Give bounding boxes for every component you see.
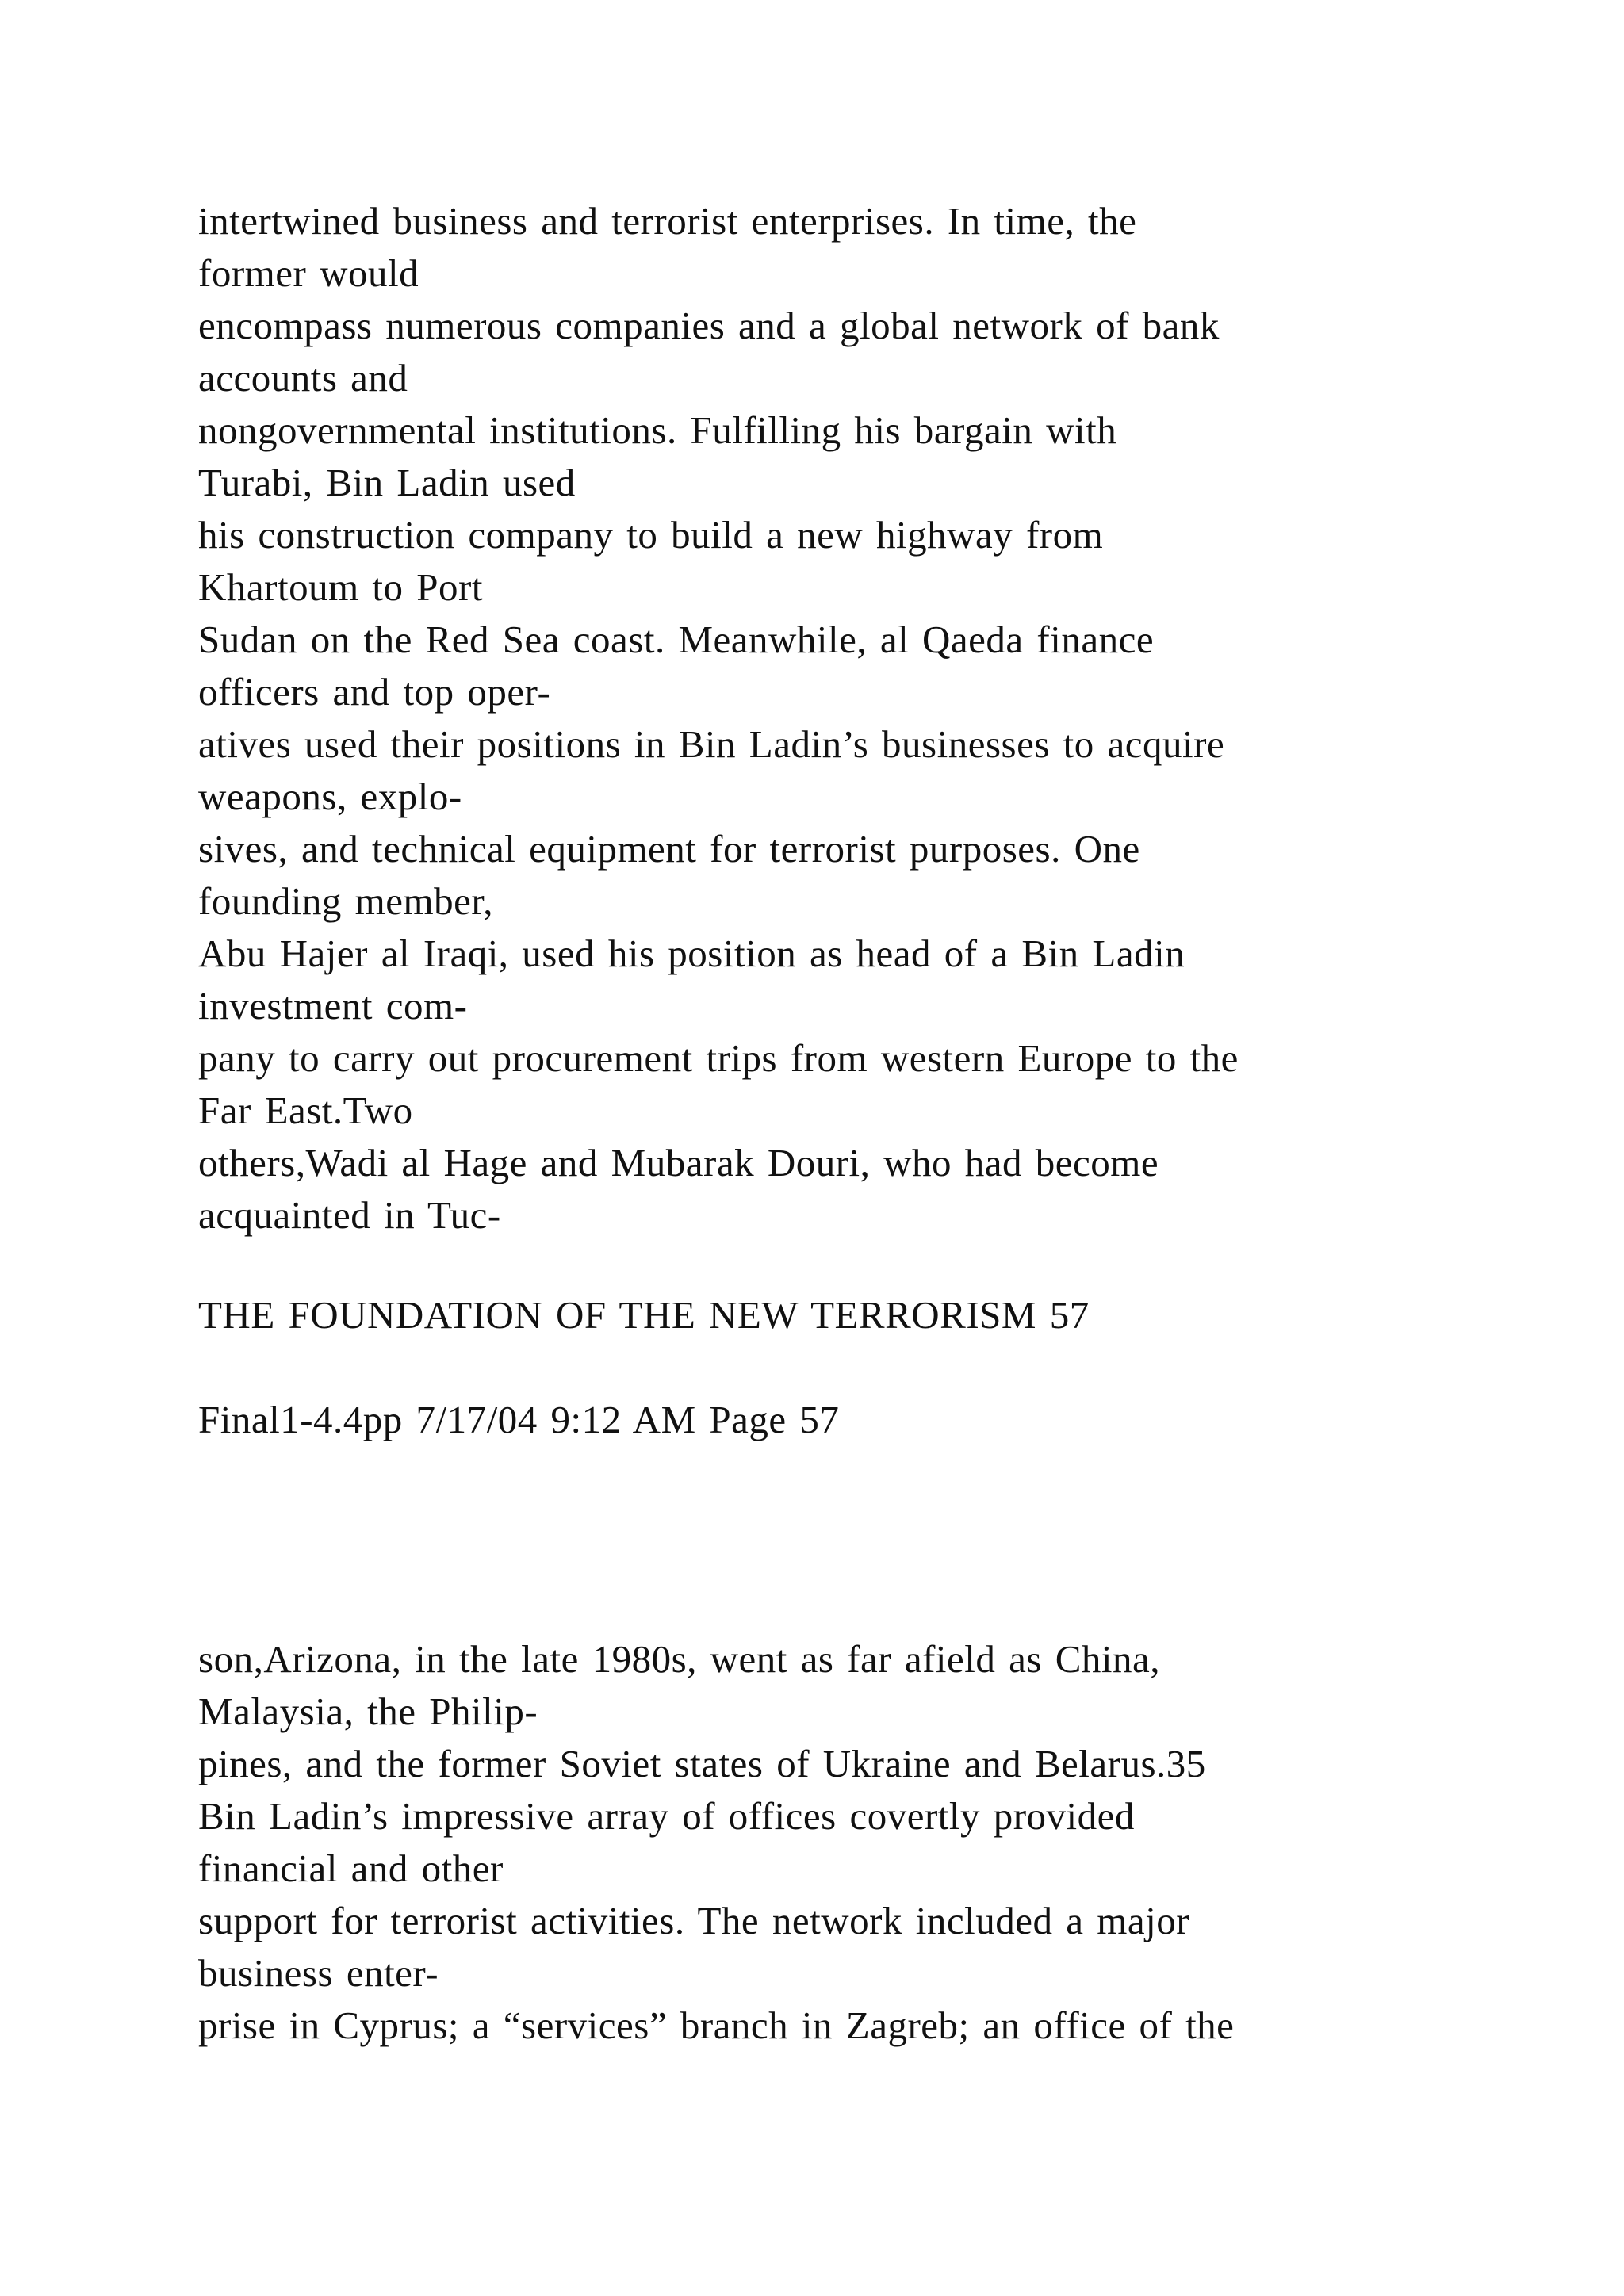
text-line: founding member, bbox=[198, 879, 494, 923]
text-line: son,Arizona, in the late 1980s, went as far afield as China, bbox=[198, 1637, 1161, 1681]
text-line: officers and top oper- bbox=[198, 670, 551, 714]
text-line: business enter- bbox=[198, 1951, 439, 1995]
text-line: Khartoum to Port bbox=[198, 565, 483, 609]
text-line: pany to carry out procurement trips from western Europe to the bbox=[198, 1036, 1239, 1080]
text-line: pines, and the former Soviet states of Ukraine and Belarus.35 bbox=[198, 1742, 1206, 1785]
text-line: Sudan on the Red Sea coast. Meanwhile, al Qaeda finance bbox=[198, 618, 1155, 661]
text-line: encompass numerous companies and a global network of bank bbox=[198, 304, 1220, 347]
text-line: Turabi, Bin Ladin used bbox=[198, 461, 576, 504]
print-slug-line: Final1-4.4pp 7/17/04 9:12 AM Page 57 bbox=[198, 1398, 840, 1441]
chapter-running-footer: THE FOUNDATION OF THE NEW TERRORISM 57 bbox=[198, 1293, 1090, 1337]
text-line: nongovernmental institutions. Fulfilling his bargain with bbox=[198, 408, 1117, 452]
text-line: Far East.Two bbox=[198, 1089, 413, 1132]
text-line: his construction company to build a new highway from bbox=[198, 513, 1104, 557]
paragraph-text-block bbox=[198, 1633, 1515, 1790]
text-line: intertwined business and terrorist enterprises. In time, the bbox=[198, 199, 1137, 243]
text-line: weapons, explo- bbox=[198, 775, 462, 818]
text-line: support for terrorist activities. The network included a major bbox=[198, 1899, 1190, 1942]
text-line: investment com- bbox=[198, 984, 468, 1027]
text-line: atives used their positions in Bin Ladin’s businesses to acquire bbox=[198, 722, 1225, 766]
text-line: Bin Ladin’s impressive array of offices covertly provided bbox=[198, 1794, 1135, 1838]
text-line: acquainted in Tuc- bbox=[198, 1193, 501, 1237]
text-line: former would bbox=[198, 251, 419, 295]
text-line: others,Wadi al Hage and Mubarak Douri, who had become bbox=[198, 1141, 1159, 1184]
text-line: accounts and bbox=[198, 356, 408, 400]
text-line: Abu Hajer al Iraqi, used his position as head of a Bin Ladin bbox=[198, 932, 1185, 975]
paragraph-text-block bbox=[198, 195, 1515, 1242]
text-line: financial and other bbox=[198, 1846, 504, 1890]
paragraph-text-block bbox=[198, 1790, 1515, 2052]
text-line: prise in Cyprus; a “services” branch in Zagreb; an office of the bbox=[198, 2003, 1235, 2047]
text-line: Malaysia, the Philip- bbox=[198, 1689, 538, 1733]
text-line: sives, and technical equipment for terrorist purposes. One bbox=[198, 827, 1140, 871]
